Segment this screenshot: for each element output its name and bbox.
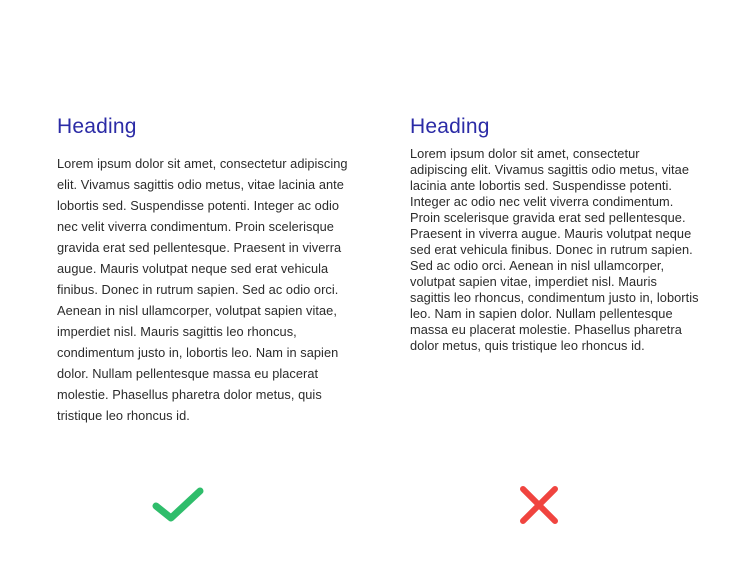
checkmark-icon: [152, 486, 204, 524]
cross-icon: [519, 485, 559, 525]
good-example-heading: Heading: [57, 115, 137, 138]
good-line-height-example: [57, 113, 357, 426]
bad-line-height-example: [410, 113, 700, 354]
bad-example-paragraph: Lorem ipsum dolor sit amet, consectetur adipiscing elit. Vivamus sagittis odio metus, vitae lacinia ante lobortis sed. Suspendisse potenti. Integer ac odio nec velit viverra condimentum. Proin scelerisque gravida erat sed pellentesque. Praesent in viverra augue. Mauris volutpat neque sed erat vehicula finibus. Donec in rutrum sapien. Sed ac odio orci. Aenean in nisl ullamcorper, volutpat sapien vitae, imperdiet nisl. Mauris sagittis leo rhoncus, condimentum justo in, lobortis leo. Nam in sapien dolor. Nullam pellentesque massa eu placerat molestie. Phasellus pharetra dolor metus, quis tristique leo rhoncus id.: [410, 146, 699, 353]
good-example-paragraph: Lorem ipsum dolor sit amet, consectetur adipiscing elit. Vivamus sagittis odio metus, vitae lacinia ante lobortis sed. Suspendisse potenti. Integer ac odio nec velit viverra condimentum. Proin scelerisque gravida erat sed pellentesque. Praesent in viverra augue. Mauris volutpat neque sed erat vehicula finibus. Donec in rutrum sapien. Sed ac odio orci. Aenean in nisl ullamcorper, volutpat sapien vitae, imperdiet nisl. Mauris sagittis leo rhoncus, condimentum justo in, lobortis leo. Nam in sapien dolor. Nullam pellentesque massa eu placerat molestie. Phasellus pharetra dolor metus, quis tristique leo rhoncus id.: [57, 156, 348, 423]
bad-example-heading: Heading: [410, 115, 490, 138]
